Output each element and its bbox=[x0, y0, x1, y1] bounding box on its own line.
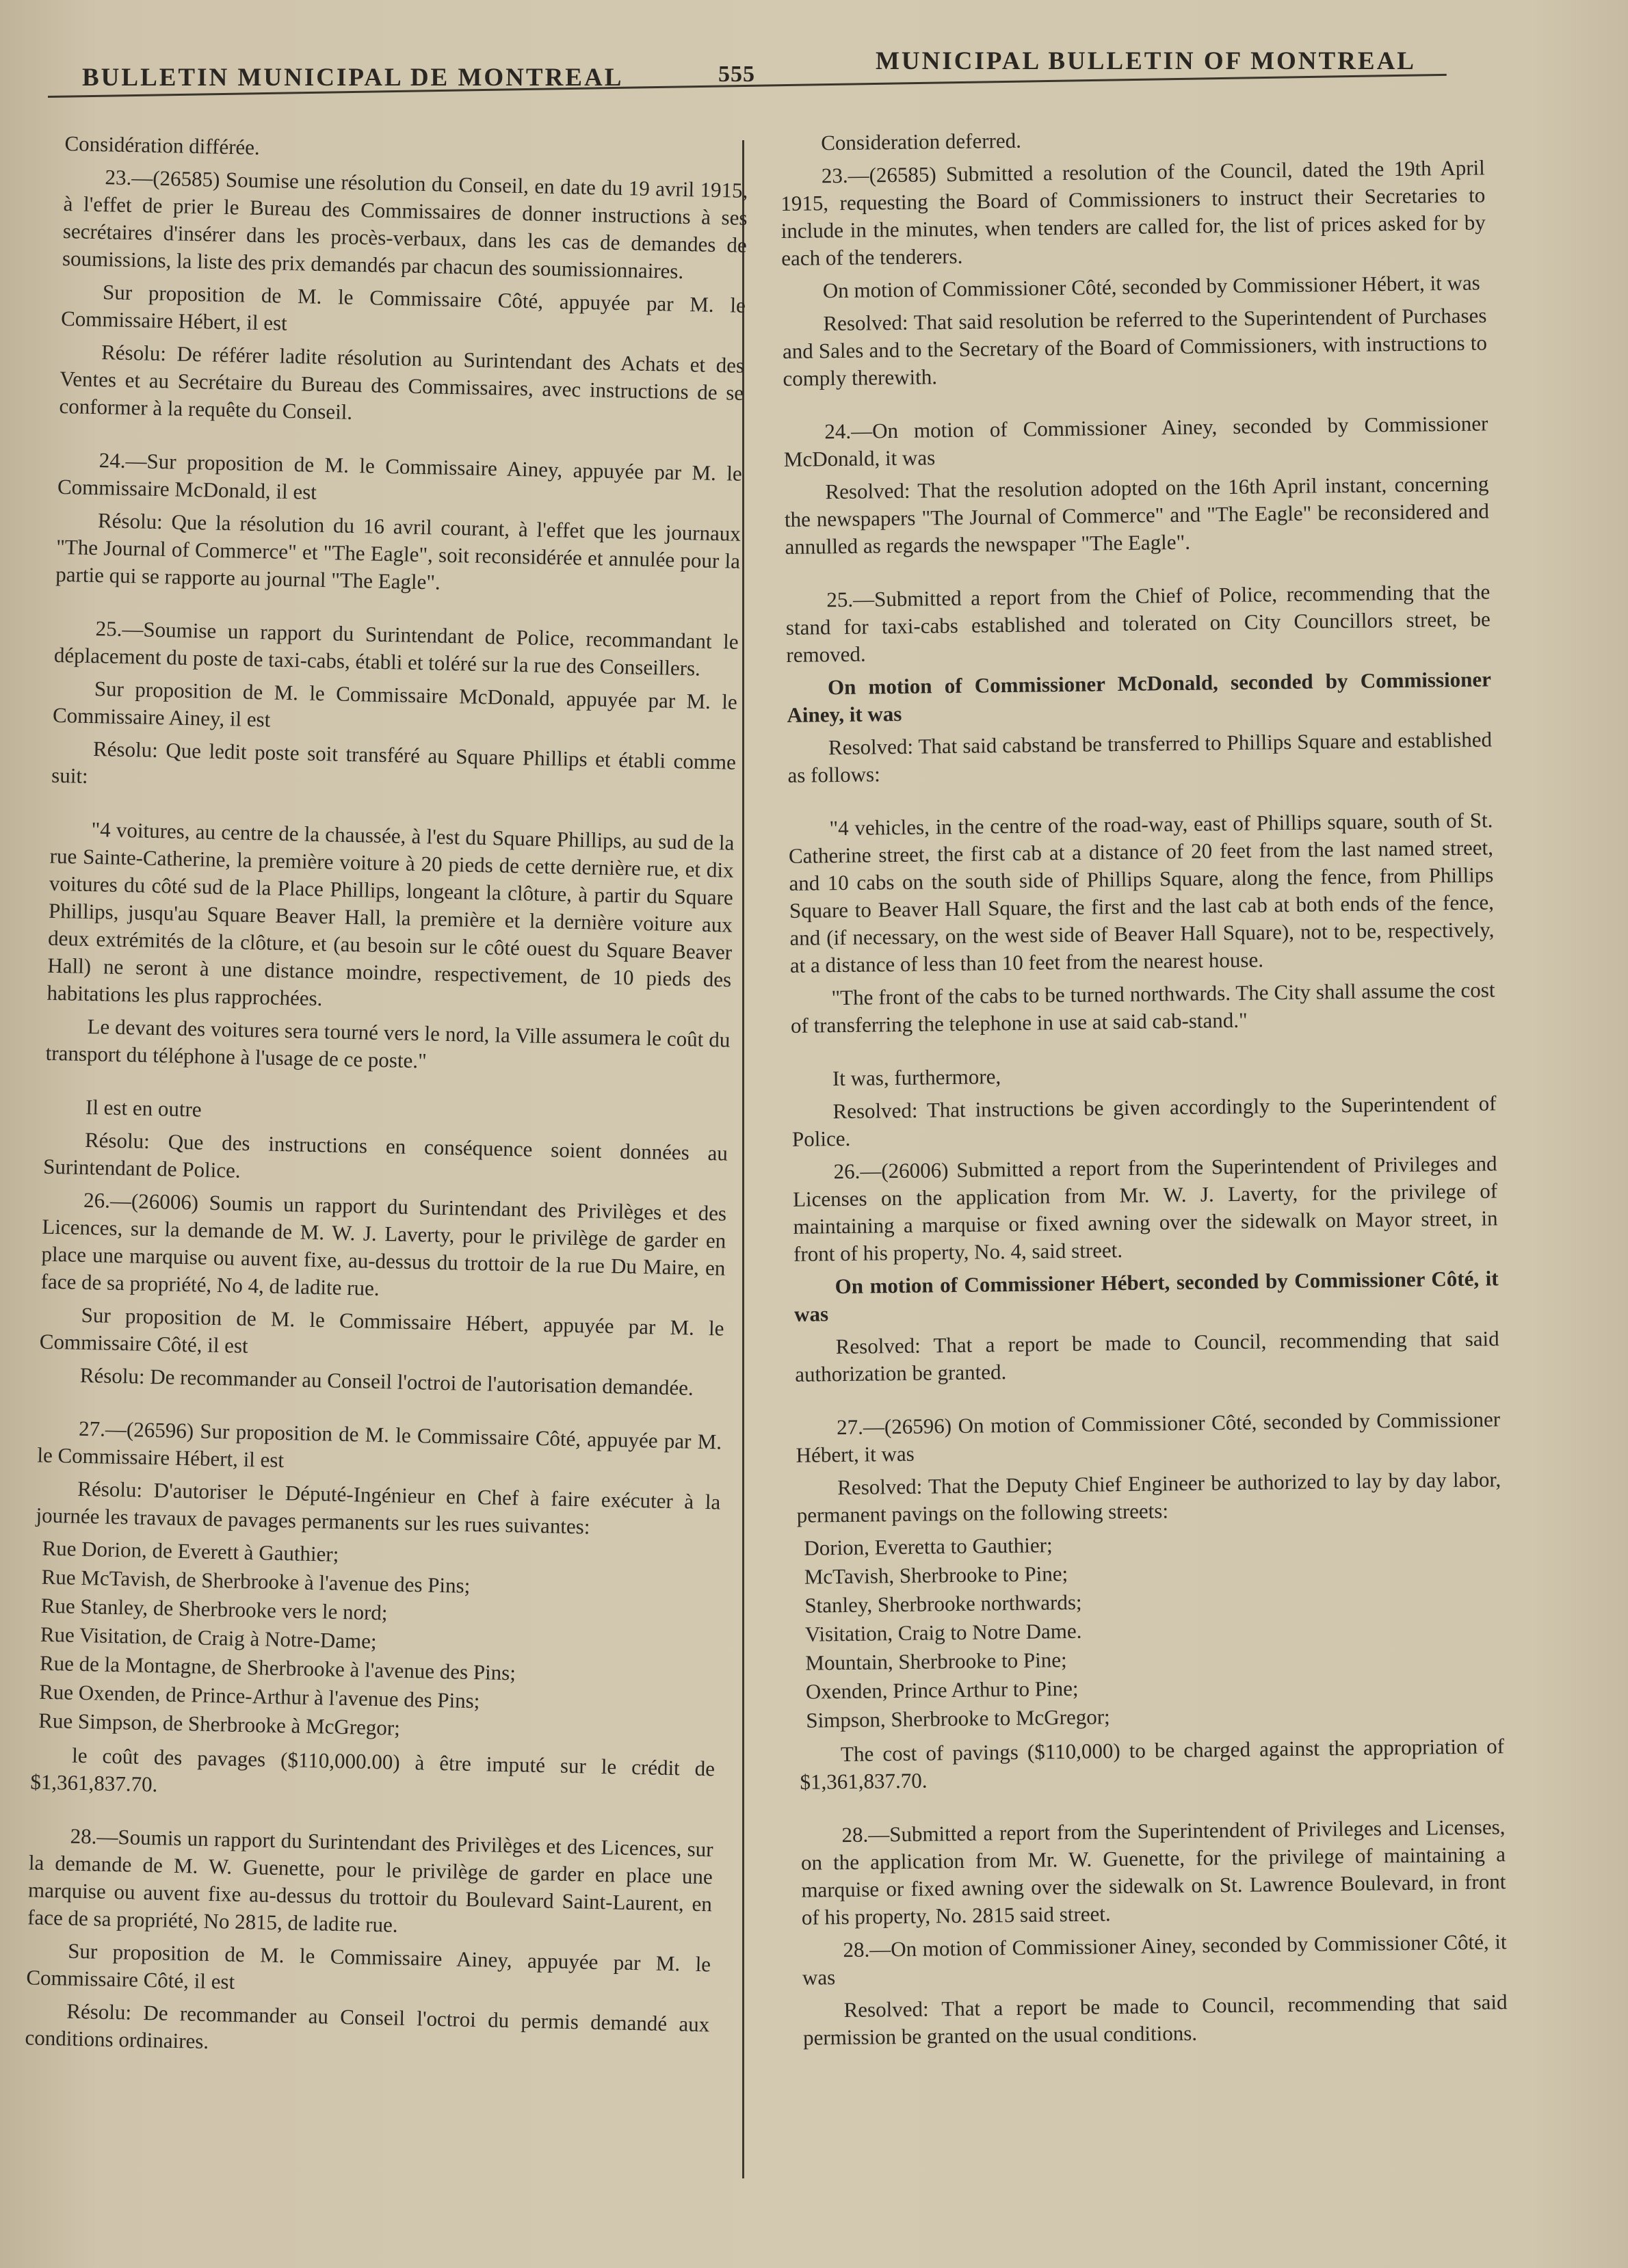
french-paragraph: Résolu: Que des instructions en conséquence soient données au Surintendant de Police. bbox=[42, 1127, 728, 1183]
french-paragraph: Résolu: De recommander au Conseil l'octroi du permis demandé aux conditions ordinaires. bbox=[25, 1999, 710, 2054]
english-paragraph: It was, furthermore, bbox=[832, 1064, 1001, 1091]
french-column bbox=[25, 130, 749, 2071]
list-item: Rue de la Montagne, de Sherbrooke à l'avenue des Pins; bbox=[39, 1650, 516, 1685]
french-paragraph: Résolu: D'autoriser le Député-Ingénieur en Chef à faire exécuter à la journée les travaux de pavages permanents sur les rues suivantes: bbox=[36, 1476, 721, 1539]
french-paragraph: 27.—(26596) Sur proposition de M. le Commissaire Côté, appuyée par M. le Commissaire Hébert, il est bbox=[37, 1416, 722, 1473]
list-item: Mountain, Sherbrooke to Pine; bbox=[805, 1648, 1067, 1675]
list-item: Stanley, Sherbrooke northwards; bbox=[804, 1590, 1082, 1618]
french-paragraph: le coût des pavages ($110,000.00) à être imputé sur le crédit de $1,361,837.70. bbox=[30, 1743, 715, 1797]
list-item: Rue McTavish, de Sherbrooke à l'avenue des Pins; bbox=[41, 1564, 471, 1598]
english-paragraph: 28.—Submitted a report from the Superintendent of Privileges and Licenses, on the application from Mr. W. Guenette, for the privilege of maintaining a marquise or fixed awning over the sidewalk on St. Lawrence Boulevard, in front of his property, No. 2815 said street. bbox=[800, 1815, 1506, 1929]
list-item: Rue Simpson, de Sherbrooke à McGregor; bbox=[38, 1708, 401, 1740]
french-paragraph: 28.—Soumis un rapport du Surintendant des Privilèges et des Licences, sur la demande de M. W. Guenette, pour le privilège de garder en place une marquise ou auvent fixe au-dessus du trottoir du Boulevard Saint-Laurent, en face de sa propriété, No 2815, de ladite rue. bbox=[27, 1823, 713, 1937]
list-item: Rue Dorion, de Everett à Gauthier; bbox=[42, 1535, 339, 1566]
page-number: 555 bbox=[718, 62, 755, 87]
french-paragraph: Résolu: De recommander au Conseil l'octroi de l'autorisation demandée. bbox=[79, 1362, 694, 1400]
list-item: Dorion, Everetta to Gauthier; bbox=[804, 1533, 1053, 1560]
french-paragraph: Sur proposition de M. le Commissaire McDonald, appuyée par M. le Commissaire Ainey, il est bbox=[52, 676, 738, 732]
french-paragraph: 23.—(26585) Soumise une résolution du Conseil, en date du 19 avril 1915, à l'effet de prier le Bureau des Commissaires de donner instructions à ses secrétaires d'insérer dans les procès-verbaux, dans les cas de demandes de soumissions, la liste des prix demandés par chacun des soumissionnaires. bbox=[62, 165, 748, 283]
english-paragraph: "4 vehicles, in the centre of the road-way, east of Phillips square, south of St. Catherine street, the first cab at a distance of 20 feet from the last named street, and 10 cabs on the south side of Phillips Square, along the fence, from Phillips Square to Beaver Hall Square, the first and the last cab at both ends of the fence, and (if necessary, on the west side of Beaver Hall Square), not to be, respectively, at a distance of less than 10 feet from the nearest house. bbox=[788, 808, 1495, 977]
english-street-list bbox=[797, 1526, 1504, 1735]
list-item: Rue Oxenden, de Prince-Arthur à l'avenue des Pins; bbox=[38, 1679, 480, 1713]
english-paragraph: "The front of the cabs to be turned northwards. The City shall assume the cost of transferring the telephone in use at said cab-stand." bbox=[790, 977, 1495, 1038]
french-paragraph: Résolu: De référer ladite résolution au Surintendant des Achats et des Ventes et au Secrétaire du Bureau des Commissaires, avec instructions de se conformer à la requête du Conseil. bbox=[59, 340, 745, 424]
english-paragraph: Resolved: That the Deputy Chief Engineer be authorized to lay by day labor, permanent pavings on the following streets: bbox=[796, 1467, 1501, 1527]
header-title-english: MUNICIPAL BULLETIN OF MONTREAL bbox=[876, 47, 1416, 75]
english-paragraph: On motion of Commissioner Côté, seconded by Commissioner Hébert, it was bbox=[822, 270, 1480, 303]
english-paragraph: 28.—On motion of Commissioner Ainey, seconded by Commissioner Côté, it was bbox=[802, 1929, 1507, 1990]
list-item: McTavish, Sherbrooke to Pine; bbox=[804, 1561, 1068, 1589]
english-column bbox=[780, 121, 1508, 2057]
page-header bbox=[48, 42, 1560, 90]
french-paragraph: Il est en outre bbox=[85, 1094, 202, 1122]
english-paragraph: The cost of pavings ($110,000) to be charged against the appropriation of $1,361,837.70. bbox=[800, 1734, 1505, 1794]
english-paragraph: Resolved: That a report be made to Council, recommending that said authorization be granted. bbox=[795, 1326, 1499, 1386]
english-paragraph: Resolved: That the resolution adopted on the 16th April instant, concerning the newspapers "The Journal of Commerce" and "The Eagle" be reconsidered and annulled as regards the newspaper "The Eagle". bbox=[784, 471, 1490, 559]
english-paragraph: 25.—Submitted a report from the Chief of Police, recommending that the stand for taxi-cabs established and tolerated on City Councillors street, be removed. bbox=[785, 579, 1491, 667]
english-paragraph: On motion of Commissioner McDonald, seconded by Commissioner Ainey, it was bbox=[787, 667, 1492, 727]
header-title-french: BULLETIN MUNICIPAL DE MONTREAL bbox=[82, 64, 624, 92]
list-item: Visitation, Craig to Notre Dame. bbox=[804, 1618, 1082, 1646]
french-paragraph: 25.—Soumise un rapport du Surintendant de Police, recommandant le déplacement du poste de taxi-cabs, établi et toléré sur la rue des Conseillers. bbox=[53, 616, 739, 681]
english-paragraph: Resolved: That instructions be given accordingly to the Superintendent of Police. bbox=[791, 1091, 1497, 1151]
english-paragraph: Resolved: That said cabstand be transferred to Phillips Square and established as follows: bbox=[787, 727, 1493, 787]
french-paragraph: Sur proposition de M. le Commissaire Hébert, appuyée par M. le Commissaire Côté, il est bbox=[39, 1302, 724, 1358]
french-paragraph: Résolu: Que ledit poste soit transféré au Square Phillips et établi comme suit: bbox=[51, 737, 737, 788]
english-paragraph: Resolved: That a report be made to Council, recommending that said permission be granted on the usual conditions. bbox=[802, 1990, 1508, 2050]
english-paragraph: Consideration deferred. bbox=[821, 128, 1022, 155]
french-paragraph: Le devant des voitures sera tourné vers le nord, la Ville assumera le coût du transport du téléphone à l'usage de ce poste." bbox=[45, 1014, 731, 1073]
french-paragraph: Considération différée. bbox=[64, 131, 261, 159]
english-paragraph: On motion of Commissioner Hébert, seconded by Commissioner Côté, it was bbox=[793, 1266, 1499, 1326]
english-paragraph: 26.—(26006) Submitted a report from the Superintendent of Privileges and Licenses on the application from Mr. W. J. Laverty, for the privilege of maintaining a marquise or fixed awning over the sidewalk on Mayor street, in front of his property, No. 4, said street. bbox=[792, 1151, 1498, 1266]
list-item: Rue Visitation, de Craig à Notre-Dame; bbox=[40, 1622, 377, 1654]
english-paragraph: 23.—(26585) Submitted a resolution of the Council, dated the 19th April 1915, requesting the Board of Commissioners to instruct their Secretaries to include in the minutes, when tenders are called for, the list of prices asked for by each of the tenderers. bbox=[780, 155, 1486, 270]
french-paragraph: 24.—Sur proposition de M. le Commissaire Ainey, appuyée par M. le Commissaire McDonald, il est bbox=[57, 448, 743, 504]
list-item: Rue Stanley, de Sherbrooke vers le nord; bbox=[40, 1593, 388, 1625]
french-street-list bbox=[31, 1535, 720, 1749]
french-paragraph: "4 voitures, au centre de la chaussée, à l'est du Square Phillips, au sud de la rue Sainte-Catherine, la première voiture à 20 pieds de cette dernière rue, et dix voitures du côté sud de la Place Phillips, longeant la clôture, à partir du Square Phillips, jusqu'au Square Beaver Hall, la première et la dernière voiture aux deux extrémités de la clôture, et (au besoin sur le côté ouest du Square Beaver Hall) ne seront à une distance moindre, respectivement, de 10 pieds des habitations les plus rapprochées. bbox=[47, 817, 735, 1011]
english-paragraph: 27.—(26596) On motion of Commissioner Côté, seconded by Commissioner Hébert, it was bbox=[796, 1407, 1501, 1467]
french-paragraph: Sur proposition de M. le Commissaire Ainey, appuyée par M. le Commissaire Côté, il est bbox=[26, 1938, 711, 1994]
french-paragraph: Résolu: Que la résolution du 16 avril courant, à l'effet que les journaux "The Journal of Commerce" et "The Eagle", soit reconsidérée et annulée pour la partie qui se rapporte au journal "The Eagle". bbox=[55, 508, 741, 594]
french-paragraph: Sur proposition de M. le Commissaire Côté, appuyée par M. le Commissaire Hébert, il est bbox=[60, 280, 746, 335]
english-paragraph: Resolved: That said resolution be referred to the Superintendent of Purchases and Sales and to the Secretary of the Board of Commissioners, with instructions to comply therewith. bbox=[782, 303, 1488, 391]
french-paragraph: 26.—(26006) Soumis un rapport du Surintendant des Privilèges et des Licences, sur la demande de M. W. J. Laverty, pour le privilège de garder en place une marquise ou auvent fixe, au-dessus du trottoir de la rue Du Maire, en face de sa propriété, No 4, de ladite rue. bbox=[40, 1187, 727, 1300]
list-item: Simpson, Sherbrooke to McGregor; bbox=[806, 1704, 1110, 1732]
list-item: Oxenden, Prince Arthur to Pine; bbox=[805, 1676, 1079, 1704]
english-paragraph: 24.—On motion of Commissioner Ainey, seconded by Commissioner McDonald, it was bbox=[783, 411, 1488, 471]
